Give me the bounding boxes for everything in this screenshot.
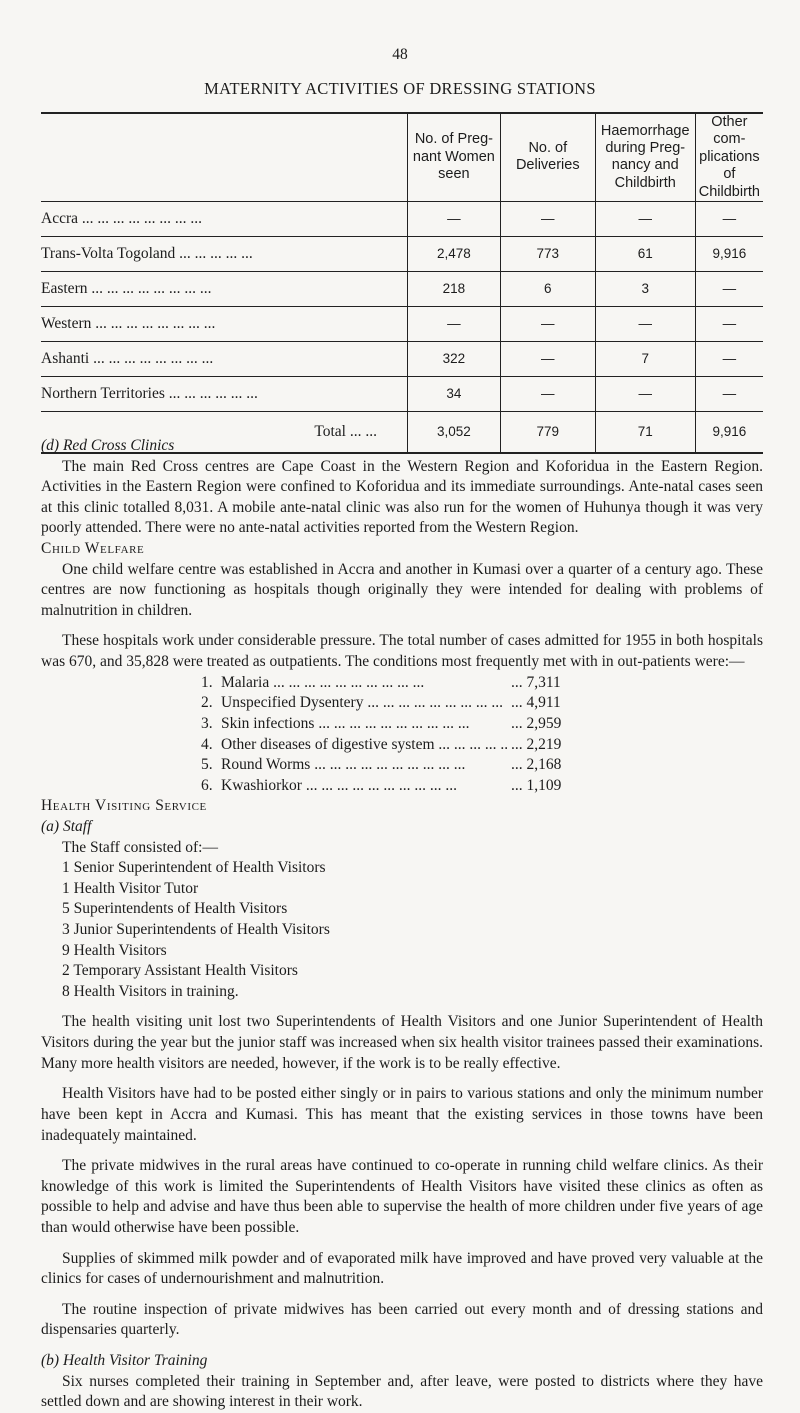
other-cell: 9,916: [695, 236, 763, 271]
other-cell: —: [695, 376, 763, 411]
staff-label-text: Staff: [62, 817, 92, 835]
list-item: [201, 693, 571, 714]
pregnant-cell: 322: [407, 341, 500, 376]
total-deliveries: 779: [500, 411, 595, 453]
haemorrhage-cell: 3: [595, 271, 695, 306]
list-item: 1 Health Visitor Tutor: [62, 879, 199, 897]
table-row: [41, 376, 763, 411]
health-visiting-paragraph: Health Visitors have had to be posted either singly or in pairs to various stations and only the minimum number have been kept in Accra and Kumasi. This has meant that the existing services in those towns have been inadequately maintained.: [41, 1085, 763, 1144]
condition-number: 6.: [201, 776, 213, 794]
condition-number: 3.: [201, 714, 213, 732]
list-item: 3 Junior Superintendents of Health Visitors: [62, 921, 330, 939]
total-label: Total ... ...: [41, 411, 407, 453]
child-welfare-paragraph-2: These hospitals work under considerable pressure. The total number of cases admitted for 1955 in both hospitals was 670, and 35,828 were treated as outpatients. The conditions most frequently met with in out-patients were:—: [41, 632, 763, 671]
maternity-table: [41, 112, 763, 454]
health-visiting-paragraph: The health visiting unit lost two Superintendents of Health Visitors and one Junior Superintendent of Health Visitors during the year but the junior staff was increased when six health visitor trainees passed their examinations. Many more health visitors are needed, however, if the work is to be really effective.: [41, 1013, 763, 1072]
condition-number: 5.: [201, 756, 213, 774]
header-other-complications: Other com-plications of Childbirth: [695, 113, 763, 201]
deliveries-cell: —: [500, 201, 595, 236]
condition-number: 4.: [201, 735, 213, 753]
other-cell: —: [695, 306, 763, 341]
condition-number: 2.: [201, 694, 213, 712]
list-item: 5 Superintendents of Health Visitors: [62, 900, 288, 918]
staff-intro: The Staff consisted of:—: [62, 838, 218, 856]
region-cell: Western ... ... ... ... ... ... ... ...: [41, 306, 407, 341]
region-cell: Accra ... ... ... ... ... ... ... ...: [41, 201, 407, 236]
other-cell: —: [695, 271, 763, 306]
haemorrhage-cell: —: [595, 306, 695, 341]
pregnant-cell: —: [407, 306, 500, 341]
total-pregnant: 3,052: [407, 411, 500, 453]
table-row: [41, 201, 763, 236]
haemorrhage-cell: —: [595, 201, 695, 236]
haemorrhage-cell: —: [595, 376, 695, 411]
deliveries-cell: —: [500, 306, 595, 341]
table-row: [41, 236, 763, 271]
total-haemorrhage: 71: [595, 411, 695, 453]
condition-name: Malaria ...: [221, 673, 507, 694]
condition-value: ... 2,168: [507, 755, 571, 776]
red-cross-label-text: Red Cross Clinics: [62, 437, 175, 454]
health-visiting-paragraph: Supplies of skimmed milk powder and of evaporated milk have improved and have proved very valuable at the clinics for cases of undernourishment and malnutrition.: [41, 1249, 763, 1288]
deliveries-cell: 773: [500, 236, 595, 271]
condition-name: Round Worms ...: [221, 755, 507, 776]
conditions-list: [201, 673, 571, 797]
body-text: [41, 436, 763, 1413]
deliveries-cell: 6: [500, 271, 595, 306]
condition-value: ... 1,109: [507, 776, 571, 797]
health-visiting-paragraph: The routine inspection of private midwives has been carried out every month and of dressing stations and dispensaries quarterly.: [41, 1300, 763, 1339]
region-cell: Eastern ... ... ... ... ... ... ... ...: [41, 271, 407, 306]
region-cell: Ashanti ... ... ... ... ... ... ... ...: [41, 341, 407, 376]
other-cell: —: [695, 341, 763, 376]
other-cell: —: [695, 201, 763, 236]
header-pregnant-women: No. of Preg-nant Women seen: [407, 113, 500, 201]
pregnant-cell: 2,478: [407, 236, 500, 271]
header-haemorrhage: Haemorrhage during Preg-nancy and Childbirth: [595, 113, 695, 201]
condition-name: Kwashiorkor ...: [221, 776, 507, 797]
total-other: 9,916: [695, 411, 763, 453]
region-cell: Northern Territories ... ... ... ... ... ...: [41, 376, 407, 411]
haemorrhage-cell: 61: [595, 236, 695, 271]
table-row: [41, 306, 763, 341]
table-row: [41, 271, 763, 306]
list-item: 9 Health Visitors: [62, 941, 167, 959]
list-item: [201, 776, 571, 797]
list-item: 1 Senior Superintendent of Health Visitors: [62, 859, 326, 877]
list-item: [201, 673, 571, 694]
condition-value: ... 2,219: [507, 735, 571, 756]
table-row: [41, 341, 763, 376]
pregnant-cell: 218: [407, 271, 500, 306]
health-visiting-paragraph: The private midwives in the rural areas have continued to co-operate in running child welfare clinics. As their knowledge of this work is limited the Superintendents of Health Visitors have visited these clinics as often as possible to help and advise and have thus been able to supervise the health of more children under five years of age than would otherwise have been possible.: [41, 1157, 763, 1236]
condition-value: ... 4,911: [507, 693, 571, 714]
condition-name: Skin infections ...: [221, 714, 507, 735]
training-label-letter: (b): [41, 1351, 60, 1369]
training-label-text: Health Visitor Training: [62, 1351, 208, 1369]
training-paragraph: Six nurses completed their training in September and, after leave, were posted to districts where they have settled down and are showing interest in their work.: [41, 1372, 763, 1411]
staff-list: [62, 858, 763, 1002]
page-title: MATERNITY ACTIVITIES OF DRESSING STATIONS: [204, 79, 596, 98]
region-cell: Trans-Volta Togoland ... ... ... ... ...: [41, 236, 407, 271]
condition-value: ... 7,311: [507, 673, 571, 694]
staff-label-letter: (a): [41, 817, 60, 835]
condition-value: ... 2,959: [507, 714, 571, 735]
page-number: 48: [392, 46, 408, 63]
red-cross-label: [41, 436, 763, 457]
training-label: [41, 1351, 763, 1372]
table-header-row: [41, 113, 763, 201]
list-item: [201, 755, 571, 776]
list-item: 2 Temporary Assistant Health Visitors: [62, 962, 298, 980]
header-deliveries: No. of Deliveries: [500, 113, 595, 201]
pregnant-cell: —: [407, 201, 500, 236]
deliveries-cell: —: [500, 376, 595, 411]
child-welfare-paragraph-1: One child welfare centre was established in Accra and another in Kumasi over a quarter of a century ago. These centres are now functioning as hospitals though originally they were intended for dealing with problems of malnutrition in children.: [41, 560, 763, 619]
child-welfare-heading: Child Welfare: [41, 540, 145, 558]
list-item: [201, 714, 571, 735]
header-region: [41, 113, 407, 201]
pregnant-cell: 34: [407, 376, 500, 411]
condition-name: Other diseases of digestive system ...: [221, 735, 507, 756]
red-cross-paragraph: The main Red Cross centres are Cape Coast in the Western Region and Koforidua in the Eastern Region. Activities in the Eastern Region were confined to Koforidua and its immediate surroundings. Ante-natal cases seen at this clinic totalled 8,031. A mobile ante-natal clinic was also run for the women of Huhunya though it was very poorly attended. There were no ante-natal activities reported from the Western Region.: [41, 457, 763, 537]
red-cross-label-letter: (d): [41, 437, 60, 454]
health-visiting-heading: Health Visiting Service: [41, 797, 207, 815]
haemorrhage-cell: 7: [595, 341, 695, 376]
condition-name: Unspecified Dysentery ...: [221, 693, 507, 714]
list-item: 8 Health Visitors in training.: [62, 982, 239, 1000]
list-item: [201, 735, 571, 756]
staff-label: [41, 817, 763, 838]
condition-number: 1.: [201, 673, 213, 691]
deliveries-cell: —: [500, 341, 595, 376]
